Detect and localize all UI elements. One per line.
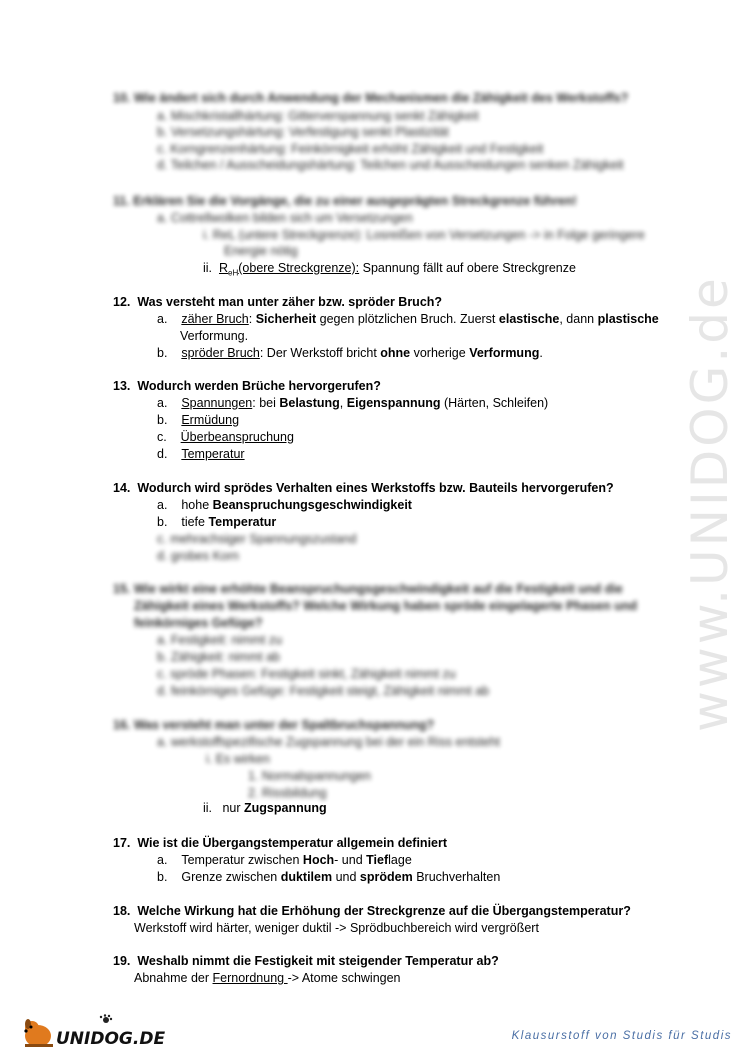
question-11-item-ii: ii. $R_{eH}(obere$ Streckgrenze): Spannung fällt auf obere Streckgrenze [203,261,576,278]
question-13-item-a: a. Spannungen: bei Belastung, Eigenspannung (Härten, Schleifen) [157,396,549,410]
list-item: a. Festigkeit: nimmt zu [157,633,283,647]
question-12-item-a: a. zäher Bruch: Sicherheit gegen plötzlichen Bruch. Zuerst elastische, dann plastische [157,312,659,326]
question-15-title-cont: feinkörniges Gefüge? [134,616,263,630]
footer-slogan: Klausurstoff von Studis für Studis [511,1030,732,1042]
question-14-item-b: b. tiefe Temperatur [157,515,277,529]
logo-text: UNIDOG.DE [56,1029,166,1049]
list-item: a. werkstoffspezifische Zugspannung bei der ein Riss entsteht [157,735,501,749]
list-item: 1. Normalspannungen [248,769,371,783]
list-item: d. Teilchen / Ausscheidungshärtung: Teilchen und Ausscheidungen senken Zähigkeit [157,158,624,172]
list-item: a. Mischkristallhärtung: Gitterverspannung senkt Zähigkeit [157,109,479,123]
list-item: c. mehrachsiger Spannungszustand [157,532,357,546]
list-item: Energie nötig [224,244,298,258]
dog-icon [24,1019,53,1047]
question-14-item-a: a. hohe Beanspruchungsgeschwindigkeit [157,498,412,512]
list-item: i. Es wirken [206,752,270,766]
list-item: c. Korngrenzenhärtung: Feinkörnigkeit erhöht Zähigkeit und Festigkeit [157,142,544,156]
question-13-title: 13. Wodurch werden Brüche hervorgerufen? [113,379,381,393]
list-item: i. ReL (untere Streckgrenze): Losreißen von Versetzungen -> in Folge geringere [203,228,645,242]
question-10-title: 10. Wie ändert sich durch Anwendung der Mechanismen die Zähigkeit des Werkstoffs? [113,91,629,105]
question-12-item-a-cont: Verformung. [180,329,249,343]
question-16-item-ii: ii. nur Zugspannung [203,801,327,815]
question-13-item-b: b. Ermüdung [157,413,240,427]
list-item: c. spröde Phasen: Festigkeit sinkt, Zähigkeit nimmt zu [157,667,456,681]
question-17-title: 17. Wie ist die Übergangstemperatur allgemein definiert [113,836,448,850]
question-17-item-a: a. Temperatur zwischen Hoch- und Tieflage [157,853,412,867]
paw-icon [100,1014,112,1023]
watermark-text: www.UNIDOG.de [681,280,739,732]
question-15-title: 15. Wie wirkt eine erhöhte Beanspruchungsgeschwindigkeit auf die Festigkeit und die [113,582,623,596]
list-item: a. Cottrellwolken bilden sich um Versetzungen [157,211,413,225]
question-16-title: 16. Was versteht man unter der Spaltbruchspannung? [113,718,435,732]
question-18-answer: Werkstoff wird härter, weniger duktil -> Sprödbuchbereich wird vergrößert [134,921,539,935]
question-14-title: 14. Wodurch wird sprödes Verhalten eines Werkstoffs bzw. Bauteils hervorgerufen? [113,481,614,495]
list-item: b. Versetzungshärtung: Verfestigung senkt Plastizität [157,125,449,139]
unidog-logo [20,1014,170,1050]
question-13-item-c: c. Überbeanspruchung [157,430,294,444]
question-19-title: 19. Weshalb nimmt die Festigkeit mit steigender Temperatur ab? [113,954,499,968]
list-item: 2. Rissbildung [248,786,327,800]
question-11-title: 11. Erklären Sie die Vorgänge, die zu einer ausgeprägten Streckgrenze führen! [113,194,577,208]
question-17-item-b: b. Grenze zwischen duktilem und sprödem Bruchverhalten [157,870,501,884]
question-12-title: 12. Was versteht man unter zäher bzw. spröder Bruch? [113,295,443,309]
list-item: d. feinkörniges Gefüge: Festigkeit steigt, Zähigkeit nimmt ab [157,684,490,698]
question-18-title: 18. Welche Wirkung hat die Erhöhung der Streckgrenze auf die Übergangstemperatur? [113,904,631,918]
list-item: b. Zähigkeit: nimmt ab [157,650,280,664]
question-15-title-cont: Zähigkeit eines Werkstoffs? Welche Wirkung haben spröde eingelagerte Phasen und [134,599,638,613]
question-19-answer: Abnahme der Fernordnung -> Atome schwingen [134,971,401,985]
question-12-item-b: b. spröder Bruch: Der Werkstoff bricht ohne vorherige Verformung. [157,346,543,360]
question-13-item-d: d. Temperatur [157,447,245,461]
list-item: d. grobes Korn [157,549,239,563]
watermark [655,280,750,740]
